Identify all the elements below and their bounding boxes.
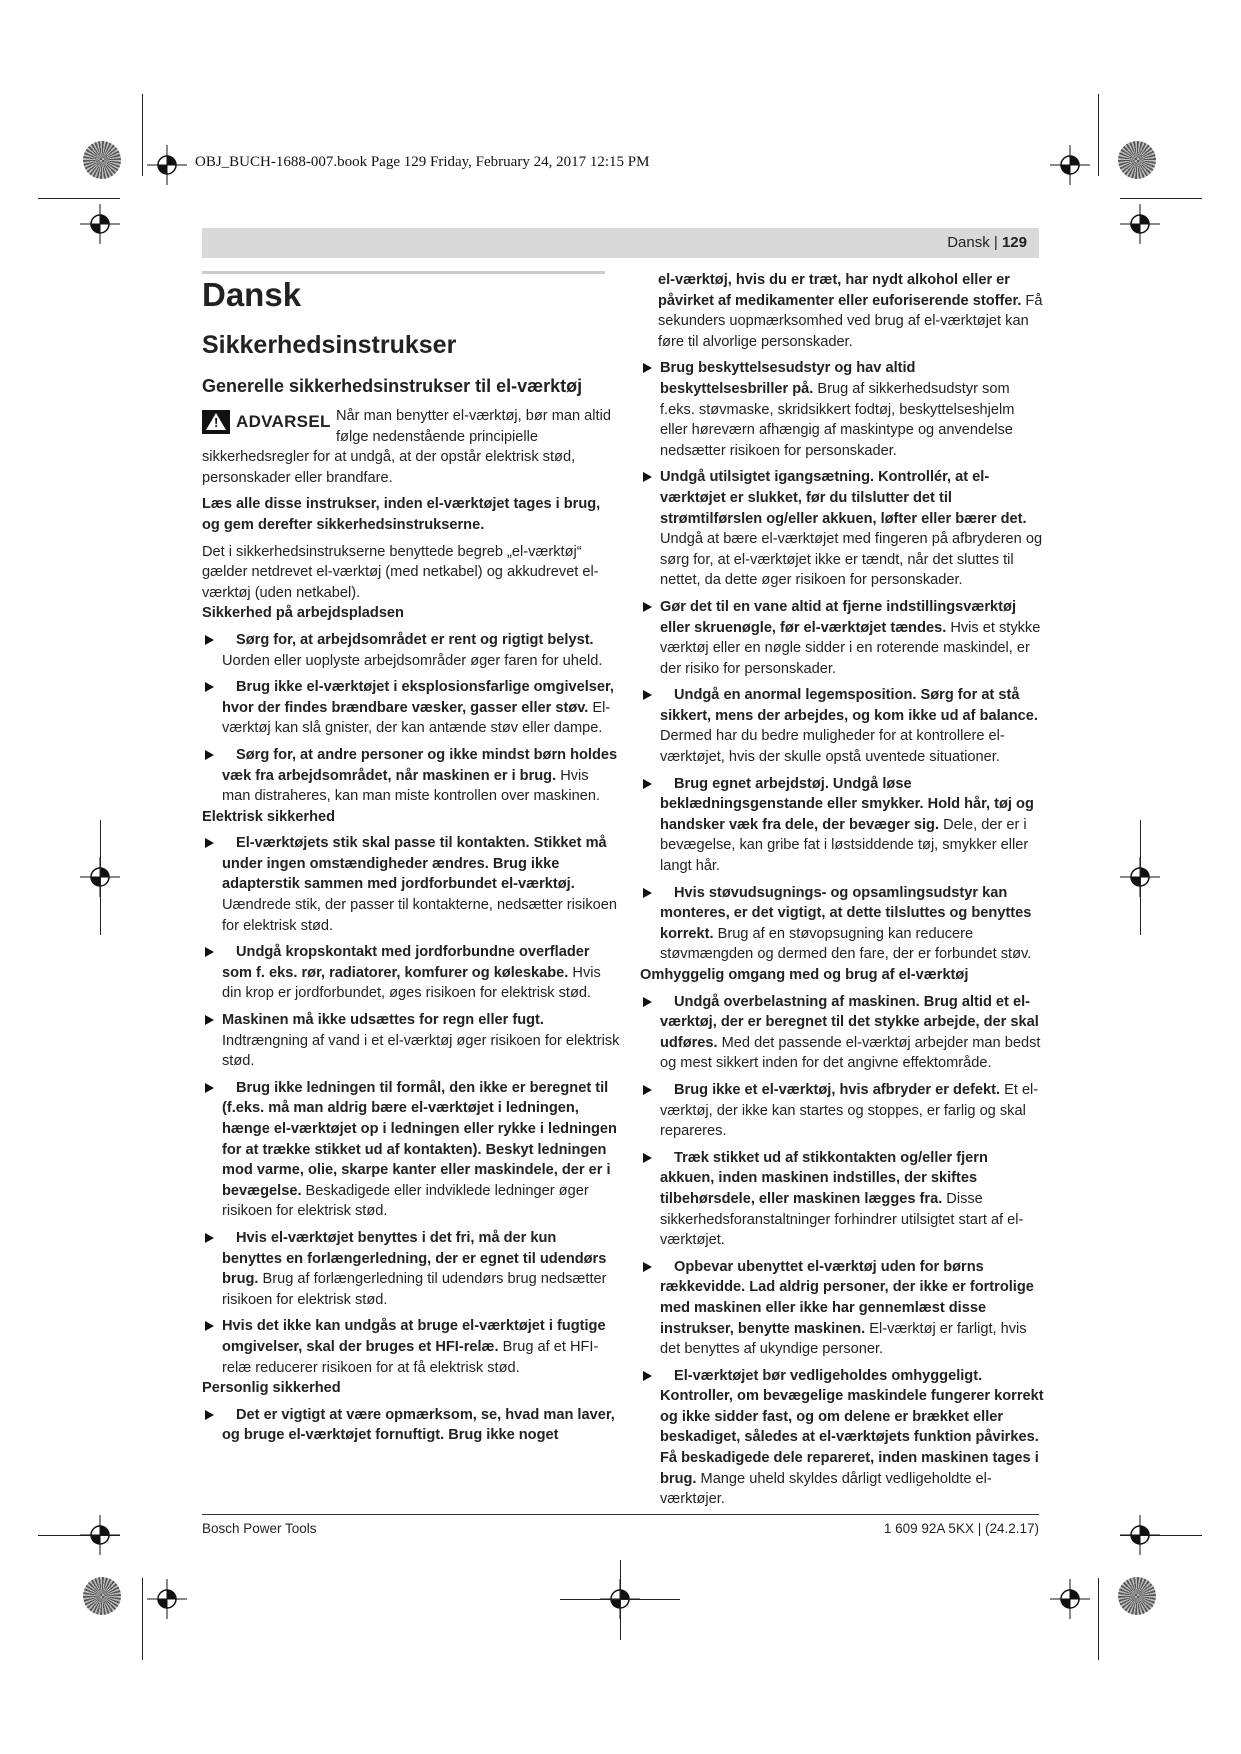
list-item: Undgå kropskontakt med jordforbundne overflader som f. eks. rør, radiatorer, komfurer og køleskabe. Hvis din krop er jordforbundet, øges risikoen for elektrisk stød. <box>202 942 620 1004</box>
crosshair-mark-bottom-left <box>147 1579 187 1619</box>
list-item: Maskinen må ikke udsættes for regn eller fugt. Indtrængning af vand i et el-værktøj øger risikoen for elektrisk stød. <box>202 1010 620 1072</box>
bullet-arrow-icon <box>643 888 652 898</box>
list-item: Det er vigtigt at være opmærksom, se, hvad man laver, og bruge el-værktøjet fornuftigt. Brug ikke noget <box>202 1405 620 1446</box>
continued-paragraph: el-værktøj, hvis du er træt, har nydt alkohol eller er påvirket af medikamenter eller euforiserende stoffer. Få sekunders uopmærksomhed ved brug af el-værktøjet kan føre til alvorlige personskader. <box>658 272 1043 350</box>
warning-label: ADVARSEL <box>236 412 331 431</box>
subsection-title: Generelle sikkerhedsinstrukser til el-værktøj <box>202 376 583 396</box>
section-title: Sikkerhedsinstrukser <box>202 331 457 359</box>
crop-line <box>1098 94 1099 176</box>
header-section: Dansk <box>947 234 990 251</box>
list-item: El-værktøjet bør vedligeholdes omhyggeligt. Kontroller, om bevægelige maskindele fungerer korrekt og ikke sidder fast, og om delene er brækket eller beskadiget, således at el-værktøjets funktion påvirkes. Få beskadigede dele repareret, inden maskinen tages i brug. Mange uheld skyldes dårligt vedligeholdte el-værktøjer. <box>640 1366 1044 1510</box>
heading-careful-use: Omhyggelig omgang med og brug af el-værktøj <box>640 967 969 983</box>
warning-sign: ! ADVARSEL <box>202 406 330 436</box>
registration-mark-bottom-right <box>1118 1577 1156 1615</box>
bullet-arrow-icon <box>205 750 214 760</box>
right-column <box>640 270 1044 1510</box>
header-page-number: 129 <box>1001 234 1027 251</box>
footer-document-code: 1 609 92A 5KX | (24.2.17) <box>883 1521 1039 1536</box>
warning-text: Når man benytter el-værktøj, bør man altid følge nedenstående principielle sikkerhedsregler for at undgå, at der opstår elektrisk stød, personskader eller brandfare. <box>202 408 611 486</box>
list-item: Brug egnet arbejdstøj. Undgå løse beklædningsgenstande eller smykker. Hold hår, tøj og handsker væk fra dele, der bevæger sig. Dele, der er i bevægelse, kan gribe fat i løstsiddende tøj, smykker eller langt hår. <box>640 774 1044 877</box>
read-all-instruction: Læs alle disse instrukser, inden el-værktøjet tages i brug, og gem derefter sikkerhedsinstrukserne. <box>202 496 601 533</box>
bullet-arrow-icon <box>643 602 652 612</box>
left-column <box>202 276 620 1446</box>
crosshair-mark-left-upper <box>80 204 120 244</box>
crop-line <box>38 198 120 199</box>
bullet-arrow-icon <box>643 472 652 482</box>
list-item: Undgå utilsigtet igangsætning. Kontrollér, at el-værktøjet er slukket, før du tilslutter det til strømtilførslen og/eller akkuen, løfter eller bærer det. Undgå at bære el-værktøjet med fingeren på afbryderen og sørg for, at el-værktøjet ikke er tændt, når det sluttes til nettet, da dette øger risikoen for personskader. <box>640 467 1044 591</box>
heading-work-area: Sikkerhed på arbejdspladsen <box>202 605 404 622</box>
list-item: Opbevar ubenyttet el-værktøj uden for børns rækkevidde. Lad aldrig personer, der ikke er fortrolige med maskinen eller ikke har gennemlæst disse instrukser, benytte maskinen. El-værktøj er farligt, hvis det benyttes af ukyndige personer. <box>640 1257 1044 1360</box>
bullet-arrow-icon <box>205 1083 214 1093</box>
bullet-arrow-icon <box>205 947 214 957</box>
bullet-arrow-icon <box>643 1085 652 1095</box>
crop-line <box>1120 198 1202 199</box>
list-item: Hvis støvudsugnings- og opsamlingsudstyr kan monteres, er det vigtigt, at dette tilsluttes og benyttes korrekt. Brug af en støvopsugning kan reducere støvmængden og dermed den fare, der er forbundet støv. <box>640 883 1044 965</box>
bullet-arrow-icon <box>643 690 652 700</box>
bullet-arrow-icon <box>205 1015 214 1025</box>
list-item: Brug ikke el-værktøjet i eksplosionsfarlige omgivelser, hvor der findes brændbare væsker, gasser eller støv. El-værktøj kan slå gnister, der kan antænde støv eller dampe. <box>202 677 620 739</box>
crosshair-mark-top-left <box>147 145 187 185</box>
list-item: Hvis det ikke kan undgås at bruge el-værktøjet i fugtige omgivelser, skal der bruges et HFI-relæ. Brug af et HFI-relæ reducerer risikoen for at få elektrisk stød. <box>202 1316 620 1378</box>
crop-line <box>142 94 143 176</box>
bullet-arrow-icon <box>643 997 652 1007</box>
crosshair-mark-right-upper <box>1120 204 1160 244</box>
crop-line <box>1098 1578 1099 1660</box>
crosshair-mark-bottom-right <box>1050 1579 1090 1619</box>
crop-line <box>100 820 101 935</box>
list-item: Brug beskyttelsesudstyr og hav altid beskyttelsesbriller på. Brug af sikkerhedsudstyr som f.eks. støvmaske, skridsikkert fodtøj, beskyttelseshjelm eller høreværn afhængig af maskintype og anvendelse nedsætter risikoen for personskader. <box>640 358 1044 461</box>
warning-block <box>202 406 620 488</box>
title-rule <box>202 271 605 274</box>
list-item: Sørg for, at andre personer og ikke mindst børn holdes væk fra arbejdsområdet, når maskinen er i brug. Hvis man distraheres, kan man miste kontrollen over maskinen. <box>202 745 620 807</box>
bullet-arrow-icon <box>205 1321 214 1331</box>
bullet-arrow-icon <box>643 363 652 373</box>
list-item: Sørg for, at arbejdsområdet er rent og rigtigt belyst. Uorden eller uoplyste arbejdsområder øger faren for uheld. <box>202 630 620 671</box>
footer-rule <box>202 1514 1039 1515</box>
crop-line <box>1140 820 1141 935</box>
page-title: Dansk <box>202 276 302 313</box>
crop-line <box>142 1578 143 1660</box>
list-item: Gør det til en vane altid at fjerne indstillingsværktøj eller skruenøgle, før el-værktøjet tændes. Hvis et stykke værktøj eller en nøgle sidder i en roterende maskindel, er der risiko for personskader. <box>640 597 1044 679</box>
heading-personal: Personlig sikkerhed <box>202 1380 341 1397</box>
bullet-arrow-icon <box>643 1371 652 1381</box>
registration-mark-top-left <box>83 141 121 179</box>
list-item: El-værktøjets stik skal passe til kontakten. Stikket må under ingen omstændigheder ændres. Brug ikke adapterstik sammen med jordforbundet el-værktøj. Uændrede stik, der passer til kontakterne, nedsætter risikoen for elektrisk stød. <box>202 833 620 936</box>
footer-publisher: Bosch Power Tools <box>202 1521 317 1536</box>
bullet-arrow-icon <box>643 779 652 789</box>
crosshair-mark-left-lower <box>80 1515 120 1555</box>
header-page-label <box>947 234 1027 251</box>
crosshair-mark-right-lower <box>1120 1515 1160 1555</box>
definition-paragraph: Det i sikkerhedsinstrukserne benyttede begreb „el-værktøj“ gælder netdrevet el-værktøj (med netkabel) og akkudrevet el-værktøj (uden netkabel). <box>202 543 599 601</box>
heading-electrical: Elektrisk sikkerhed <box>202 808 336 825</box>
list-item: Brug ikke et el-værktøj, hvis afbryder er defekt. Et el-værktøj, der ikke kan startes og stoppes, er farlig og skal repareres. <box>640 1080 1044 1142</box>
bullet-arrow-icon <box>205 635 214 645</box>
bullet-arrow-icon <box>205 1233 214 1243</box>
bullet-arrow-icon <box>205 682 214 692</box>
crop-line <box>620 1560 621 1640</box>
bullet-arrow-icon <box>643 1262 652 1272</box>
list-item: Undgå overbelastning af maskinen. Brug altid et el-værktøj, der er beregnet til det stykke arbejde, der skal udføres. Med det passende el-værktøj arbejder man bedst og mest sikkert inden for det angivne effektområde. <box>640 992 1044 1074</box>
bullet-arrow-icon <box>205 1410 214 1420</box>
bullet-arrow-icon <box>205 838 214 848</box>
registration-mark-top-right <box>1118 141 1156 179</box>
print-info-line: OBJ_BUCH-1688-007.book Page 129 Friday, February 24, 2017 12:15 PM <box>195 154 650 170</box>
running-header <box>202 228 1039 258</box>
registration-mark-bottom-left <box>83 1577 121 1615</box>
crosshair-mark-top-right <box>1050 145 1090 185</box>
header-separator: | <box>993 234 998 251</box>
list-item: Brug ikke ledningen til formål, den ikke er beregnet til (f.eks. må man aldrig bære el-værktøjet i ledningen, hænge el-værktøjet op i ledningen eller rykke i ledningen for at trække stikket ud af kontakten). Beskyt ledningen mod varme, olie, skarpe kanter eller maskindele, der er i bevægelse. Beskadigede eller indviklede ledninger øger risikoen for elektrisk stød. <box>202 1078 620 1222</box>
list-item: Træk stikket ud af stikkontakten og/eller fjern akkuen, inden maskinen indstilles, der skiftes tilbehørsdele, eller maskinen lægges fra. Disse sikkerhedsforanstaltninger forhindrer utilsigtet start af el-værktøjet. <box>640 1148 1044 1251</box>
list-item: Hvis el-værktøjet benyttes i det fri, må der kun benyttes en forlængerledning, der er egnet til udendørs brug. Brug af forlængerledning til udendørs brug nedsætter risikoen for elektrisk stød. <box>202 1228 620 1310</box>
bullet-arrow-icon <box>643 1153 652 1163</box>
list-item: Undgå en anormal legemsposition. Sørg for at stå sikkert, mens der arbejdes, og kom ikke ud af balance. Dermed har du bedre muligheder for at kontrollere el-værktøjet, hvis der skulle opstå uventede situationer. <box>640 685 1044 767</box>
